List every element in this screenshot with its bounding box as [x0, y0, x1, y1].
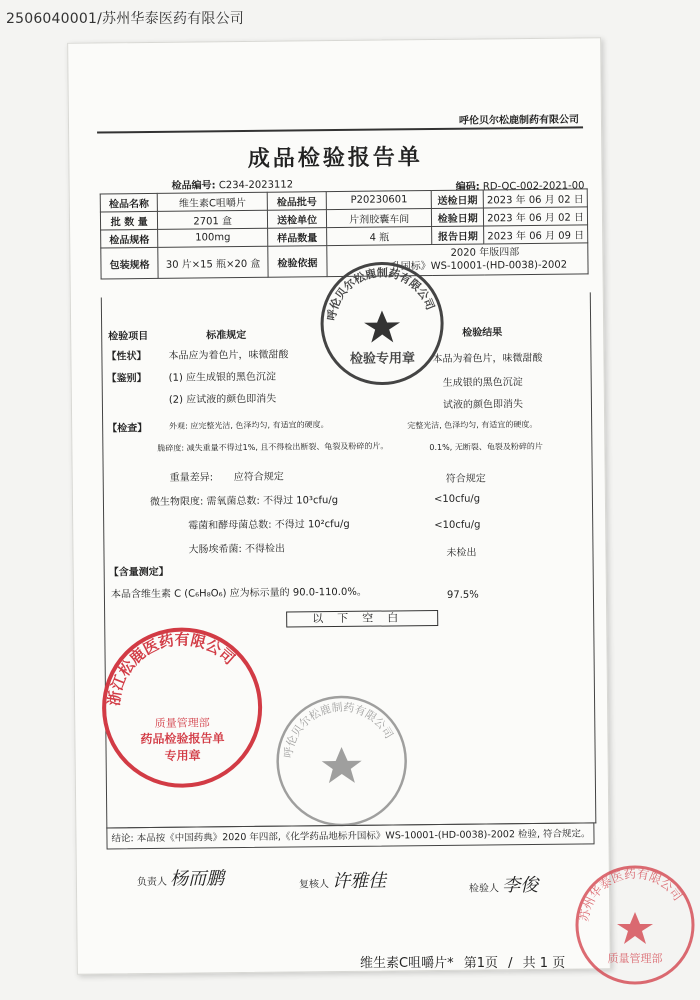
footer-separator: / [508, 956, 513, 971]
standard-text: 霉菌和酵母菌总数: 不得过 10²cfu/g [188, 518, 350, 532]
header-line: 2506040001/苏州华泰医药有限公司 [6, 11, 244, 27]
footer-total: 共 1 页 [522, 956, 566, 971]
section-label: 【检查】 [107, 423, 148, 435]
batch-number: P20230601 [326, 191, 431, 210]
star-icon [364, 310, 400, 342]
review-signature [299, 867, 386, 894]
section-label: 【鉴别】 [106, 373, 147, 385]
standard-text: 重量差异: [169, 472, 214, 484]
cell-label: 送检日期 [431, 190, 483, 209]
inspection-seal-gray [316, 258, 447, 389]
seal-inner-text: 检验专用章 [349, 351, 416, 367]
test-date: 2023 年 06 月 02 日 [484, 207, 588, 226]
cell-label: 检验日期 [432, 208, 484, 227]
seal-text: 苏州华泰医药有限公司 [576, 866, 685, 923]
standard-text: 外观: 应完整光洁, 色泽均匀, 有适宜的硬度。 [169, 420, 329, 431]
result-text: 97.5% [446, 589, 479, 601]
cell-label: 送检单位 [267, 210, 326, 229]
cell-label: 检验依据 [268, 246, 328, 278]
result-text: 0.1%, 无断裂、龟裂及粉碎的片 [429, 441, 543, 453]
result-text: <10cfu/g [433, 493, 481, 506]
seal-text: 浙江松鹿医药有限公司 [104, 630, 239, 707]
inspector-signature [469, 871, 538, 898]
cell-label: 报告日期 [432, 226, 484, 245]
standard-text: 脆碎度: 减失重量不得过1%, 且不得检出断裂、龟裂及粉碎的片。 [157, 441, 389, 453]
responsible-handwriting: 杨而鹏 [169, 868, 225, 890]
standard-text: (2) 应试液的颜色即消失 [168, 393, 277, 406]
star-icon [322, 747, 362, 783]
item-header: 检验项目 [108, 330, 149, 343]
review-handwriting: 许雅佳 [332, 870, 387, 893]
footer-product: 维生素C咀嚼片* [360, 956, 454, 971]
cell-label: 检品批号 [267, 192, 326, 211]
seal-inner-text: 质量管理部 [154, 716, 210, 730]
receiver-seal-red [572, 862, 698, 988]
result-text: 完整光洁, 色泽均匀, 有适宜的硬度。 [407, 419, 538, 431]
section-label: 【含量测定】 [108, 566, 169, 579]
company-name-top: 呼伦贝尔松鹿制药有限公司 [458, 114, 580, 127]
inspection-no-value: C234-2023112 [218, 179, 294, 192]
form-code-label: 编码: [455, 181, 480, 193]
header-rule [97, 126, 583, 133]
responsible-signature [137, 864, 224, 891]
cell-label: 检品规格 [101, 229, 159, 248]
cell-label: 检品名称 [100, 193, 158, 212]
test-basis-line1: 2020 年版四部 [450, 247, 520, 259]
conclusion: 结论: 本品按《中国药典》2020 年四部,《化学药品地标升国标》WS-10001-(HD-0038)-2002 检验, 符合规定。 [106, 822, 594, 849]
standard-text: 应符合规定 [233, 471, 284, 484]
seal-inner-text: 专用章 [164, 748, 201, 763]
responsible-label: 负责人 [136, 876, 167, 889]
seal-inner-text: 质量管理部 [607, 952, 663, 965]
sending-unit: 片剂胶囊车间 [327, 209, 432, 228]
result-text: 本品为着色片，味微甜酸 [432, 352, 543, 366]
specification: 100mg [158, 228, 268, 247]
star-icon [617, 912, 653, 944]
send-date: 2023 年 06 月 02 日 [483, 189, 587, 208]
footer-page: 第1页 [463, 956, 498, 971]
result-text: <10cfu/g [434, 519, 481, 532]
company-seal-gray [271, 690, 412, 831]
inspector-handwriting: 李俊 [502, 874, 539, 897]
result-text: 未检出 [446, 547, 477, 559]
seal-inner-text: 药品检验报告单 [140, 731, 225, 747]
result-text: 试液的颜色即消失 [442, 399, 524, 411]
test-basis-line2: 升国标》WS-10001-(HD-0038)-2002 [390, 259, 568, 273]
svg-text:浙江松鹿医药有限公司 [104, 630, 239, 707]
sample-quantity: 4 瓶 [327, 227, 432, 246]
standard-text: 大肠埃希菌: 不得检出 [188, 543, 286, 556]
cell-label: 包装规格 [101, 247, 159, 279]
inspector-label: 检验人 [468, 883, 500, 895]
section-label: 【性状】 [106, 351, 147, 363]
report-title: 成品检验报告单 [247, 145, 423, 172]
form-code-value: RD-QC-002-2021-00 [482, 180, 585, 193]
end-of-content-mark: 以下空白 [286, 610, 438, 628]
cell-label: 批 数 量 [100, 211, 158, 230]
qa-seal-red [96, 622, 268, 794]
report-date: 2023 年 06 月 09 日 [484, 225, 588, 244]
standard-text: (1) 应生成银的黑色沉淀 [168, 371, 277, 384]
product-name: 维生素C咀嚼片 [158, 192, 268, 211]
standard-text: 本品含维生素 C (C₆H₈O₆) 应为标示量的 90.0-110.0%。 [110, 586, 367, 601]
seal-text: 呼伦贝尔松鹿制药有限公司 [324, 266, 437, 322]
seal-text: 呼伦贝尔松鹿制药有限公司 [281, 700, 396, 759]
review-label: 复核人 [298, 879, 330, 891]
result-text: 符合规定 [445, 473, 486, 485]
batch-quantity: 2701 盒 [158, 210, 268, 229]
svg-text:苏州华泰医药有限公司 [577, 867, 685, 923]
standard-header: 标准规定 [206, 329, 247, 342]
report-paper [67, 37, 611, 975]
cell-label: 样品数量 [267, 228, 326, 247]
page-footer [360, 952, 571, 971]
result-text: 生成银的黑色沉淀 [442, 377, 523, 389]
inspection-no [172, 175, 294, 191]
standard-text: 本品应为着色片，味微甜酸 [168, 349, 289, 362]
standard-text: 微生物限度: 需氧菌总数: 不得过 10³cfu/g [149, 495, 339, 508]
packaging: 30 片×15 瓶×20 盒 [158, 246, 268, 278]
inspection-no-label: 检品编号: [171, 180, 216, 192]
svg-text:呼伦贝尔松鹿制药有限公司 [323, 265, 437, 322]
result-header: 检验结果 [462, 327, 503, 339]
